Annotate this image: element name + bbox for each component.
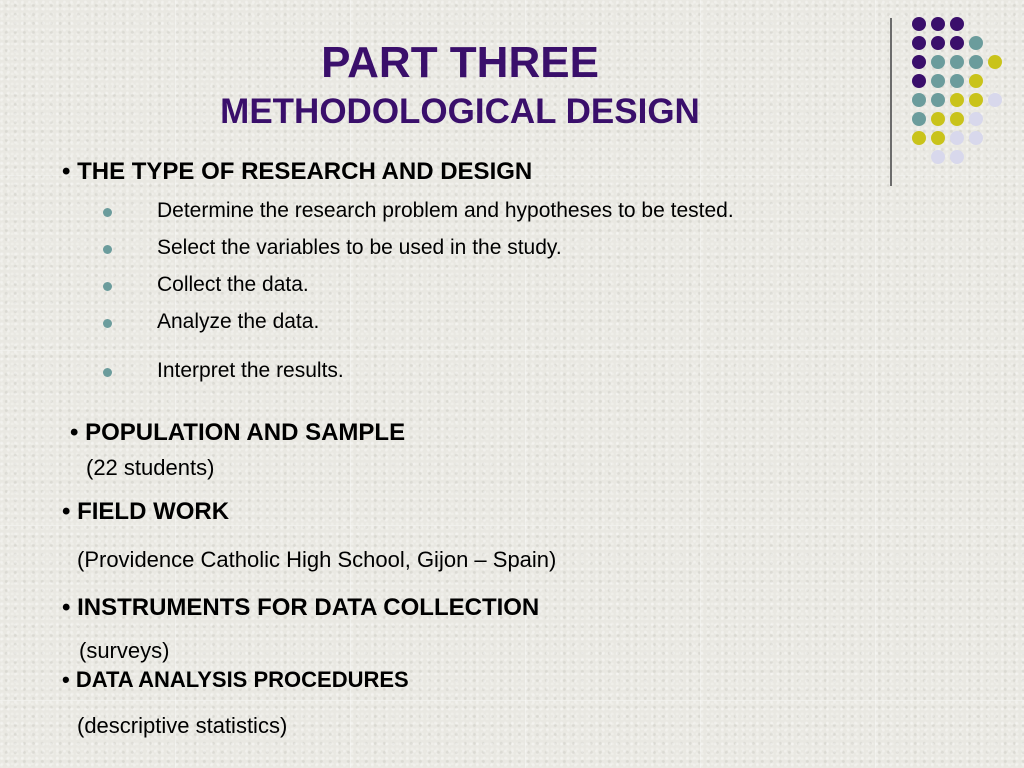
section-detail: (Providence Catholic High School, Gijon – Spain) xyxy=(77,547,557,572)
decorative-dot xyxy=(950,55,964,69)
bullet-dot-icon xyxy=(103,368,112,377)
section-heading xyxy=(62,498,229,526)
bullet-icon: • xyxy=(70,419,79,446)
decorative-dot xyxy=(950,36,964,50)
decorative-dot xyxy=(950,74,964,88)
list-item: Analyze the data. xyxy=(157,310,320,333)
decorative-dot xyxy=(931,17,945,31)
section-heading-text: POPULATION AND SAMPLE xyxy=(85,419,406,446)
section-heading xyxy=(62,158,532,186)
section-heading-text: DATA ANALYSIS PROCEDURES xyxy=(75,667,409,692)
decorative-dot xyxy=(950,112,964,126)
decorative-dot xyxy=(969,93,983,107)
section-heading-text: INSTRUMENTS FOR DATA COLLECTION xyxy=(77,594,540,621)
decorative-dot xyxy=(931,150,945,164)
decorative-dot xyxy=(931,131,945,145)
decorative-dot xyxy=(969,74,983,88)
list-item: Select the variables to be used in the study. xyxy=(157,236,562,259)
decorative-dot xyxy=(912,17,926,31)
bullet-icon: • xyxy=(62,158,71,185)
background-seam xyxy=(0,350,1024,351)
bullet-dot-icon xyxy=(103,208,112,217)
section-heading xyxy=(62,667,409,693)
decorative-dot xyxy=(988,55,1002,69)
section-heading xyxy=(62,594,539,622)
bullet-dot-icon xyxy=(103,245,112,254)
slide-title: PART THREE xyxy=(321,38,599,87)
decorative-dot xyxy=(931,93,945,107)
decorative-dot xyxy=(950,150,964,164)
decorative-dot xyxy=(931,55,945,69)
section-heading-text: THE TYPE OF RESEARCH AND DESIGN xyxy=(77,158,533,185)
list-item: Collect the data. xyxy=(157,273,309,296)
bullet-icon: • xyxy=(62,498,71,525)
section-heading-text: FIELD WORK xyxy=(77,498,230,525)
list-item: Determine the research problem and hypotheses to be tested. xyxy=(157,199,734,222)
section-detail: (descriptive statistics) xyxy=(77,713,288,738)
bullet-dot-icon xyxy=(103,282,112,291)
decorative-dot xyxy=(950,131,964,145)
section-heading xyxy=(70,419,405,447)
decorative-dot xyxy=(950,93,964,107)
list-item: Interpret the results. xyxy=(157,359,344,382)
background-seam xyxy=(0,700,1024,701)
section-detail: (surveys) xyxy=(79,638,170,663)
bullet-icon: • xyxy=(62,594,71,621)
bullet-dot-icon xyxy=(103,319,112,328)
decorative-dot xyxy=(969,55,983,69)
decorative-dot xyxy=(931,74,945,88)
decorative-dot xyxy=(969,131,983,145)
bullet-icon: • xyxy=(62,667,70,692)
decorative-dot xyxy=(912,131,926,145)
decorative-dot xyxy=(950,17,964,31)
decorative-dot xyxy=(931,36,945,50)
decorative-dot xyxy=(969,112,983,126)
section-detail: (22 students) xyxy=(86,455,215,480)
decorative-dot xyxy=(988,93,1002,107)
decorative-dot xyxy=(931,112,945,126)
decorative-dot xyxy=(969,36,983,50)
slide-subtitle: METHODOLOGICAL DESIGN xyxy=(220,92,700,131)
